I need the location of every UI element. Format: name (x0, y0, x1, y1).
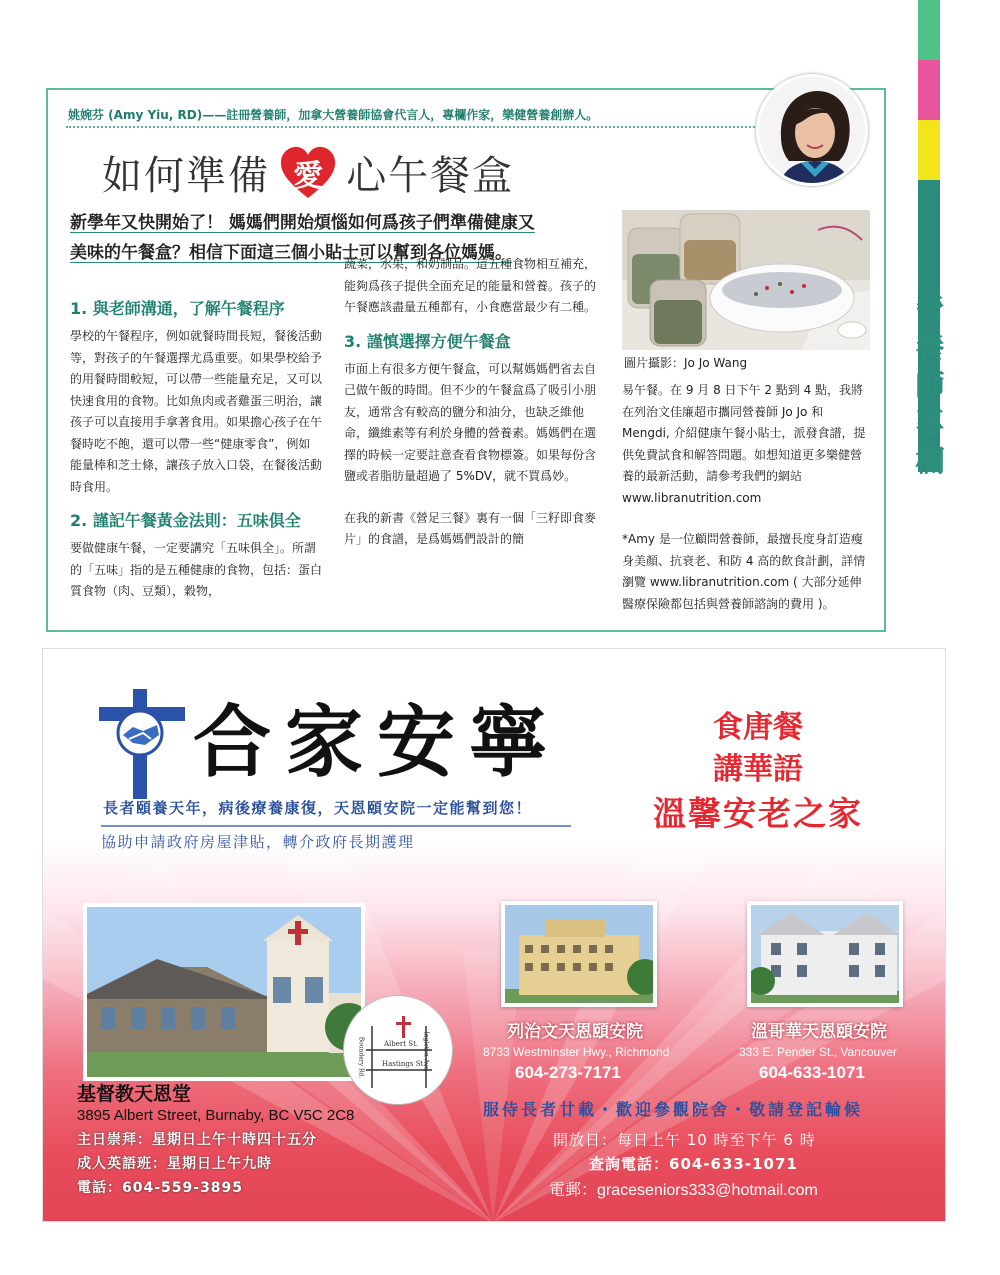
column-title-char: 營 (915, 292, 945, 326)
strip-yellow (918, 120, 940, 180)
map-label: Boundary Rd. (357, 1036, 365, 1079)
strip-pink (918, 60, 940, 120)
section-2-heading: 2. 謹記午餐黃金法則：五味俱全 (70, 511, 301, 530)
headline-line-3: 溫馨安老之家 (653, 794, 863, 833)
vancouver-home-name: 溫哥華天恩頤安院 (751, 1022, 887, 1042)
headline-line-1: 食唐餐 (713, 710, 803, 745)
column-3-paragraph-2: *Amy 是一位顧問營養師，最擅長度身訂造瘦身美顏、抗衰老、和防 4 高的飲食計劃，詳情瀏覽 www.libranutrition.com ( 大部分延伸醫療保險都包括與營養師諮詢的費用 )。 (622, 532, 866, 611)
article-title (102, 144, 514, 204)
vancouver-home-address: 333 E. Pender St., Vancouver (739, 1045, 897, 1059)
church-location-map (343, 995, 453, 1105)
vancouver-home-phone: 604-633-1071 (759, 1063, 865, 1082)
author-byline: 姚婉芬 (Amy Yiu, RD)——註冊營養師，加拿大營養師協會代言人，專欄作家，樂健營養創辦人。 (68, 108, 599, 122)
senior-home-advertisement (42, 648, 946, 1222)
tagline-secondary: 協助申請政府房屋津貼，轉介政府長期護理 (101, 833, 415, 851)
author-portrait (756, 74, 868, 186)
lead-line: 新學年又快開始了！ 媽媽們開始煩惱如何爲孩子們準備健康又 (70, 213, 535, 233)
column-title-char: 師 (915, 368, 945, 402)
column-2-bottom-text: 在我的新書《營足三餐》裏有一個「三籽即食麥片」的食譜，是爲媽媽們設計的簡 (344, 510, 597, 546)
article-column-1 (70, 290, 322, 603)
column-title (914, 290, 946, 480)
map-label: Ingleton Ave. (422, 1031, 430, 1072)
tagline-divider (101, 825, 571, 827)
column-title-char: 欄 (915, 444, 945, 478)
richmond-home-address: 8733 Westminster Hwy., Richmond (483, 1045, 670, 1059)
tagline-primary: 長者頤養天年，病後療養康復，天恩頤安院一定能幫到您！ (103, 799, 533, 817)
section-2-body: 要做健康午餐，一定要講究「五味俱全」。所謂的「五味」指的是五種健康的食物，包括：蛋白質食物（肉、豆類），穀物， (70, 541, 323, 598)
church-service-time: 主日崇拜：星期日上午十時四十五分 (77, 1132, 317, 1148)
section-3-body: 市面上有很多方便午餐盒，可以幫媽媽們省去自己做午飯的時間。但不少的午餐盒爲了吸引小朋友，通常含有較高的鹽分和油分，也缺乏維他命，纖維素等有利於身體的營養素。媽媽們在選擇的時候一定要註意查看食物標簽。如果每份含鹽或者脂肪量超過了 5%DV，就不買爲妙。 (344, 361, 597, 483)
photo-caption: 圖片攝影：Jo Jo Wang (624, 356, 748, 370)
column-title-char: 專 (915, 406, 945, 440)
page-number: 43 (920, 268, 938, 282)
cross-handshake-logo-icon (99, 689, 185, 799)
article-column-2 (344, 254, 598, 551)
column-2-top-text: 蔬菜，水果，和奶制品。這五種食物相互補充，能夠爲孩子提供全面充足的能量和營養。孩子的午餐應該盡量五種都有，小食應當最少有二種。 (344, 257, 597, 314)
cereal-photo (622, 210, 870, 350)
dotted-divider (66, 126, 786, 128)
church-address: 3895 Albert Street, Burnaby, BC V5C 2C8 (77, 1107, 355, 1124)
section-1-body: 學校的午餐程序，例如就餐時間長短，餐後活動等，對孩子的午餐選擇尤爲重要。如果學校給予的用餐時間較短，可以帶一些能量充足，又可以快速食用的食物。比如魚肉或者雞蛋三明治，讓孩子可以直接用手拿著食用。如果擔心孩子在午餐時吃不飽，還可以帶一些“健康零食”，例如能量棒和芝士條，讓孩子放入口袋，在餐後活動時食用。 (70, 329, 323, 494)
opening-hours: 開放日：每日上午 10 時至下午 6 時 (553, 1131, 816, 1149)
contact-email: 電郵：graceseniors333@hotmail.com (549, 1182, 818, 1199)
inquiry-phone: 查詢電話：604-633-1071 (589, 1155, 798, 1173)
church-english-class: 成人英語班：星期日上午九時 (77, 1156, 272, 1172)
vancouver-home-photo (747, 901, 903, 1007)
title-heart-char: 愛 (293, 158, 324, 194)
church-name: 基督教天恩堂 (77, 1083, 192, 1105)
headline-block (643, 707, 873, 837)
title-part-before: 如何準備 (102, 153, 270, 199)
article-column-3 (622, 380, 870, 615)
richmond-home-name: 列治文天恩頤安院 (507, 1022, 643, 1042)
section-3-heading: 3. 謹慎選擇方便午餐盒 (344, 331, 511, 351)
richmond-home-phone: 604-273-7171 (515, 1063, 621, 1082)
brand-name: 合家安寧 (193, 697, 562, 788)
service-slogan: 服侍長者廿載・歡迎參觀院舍・敬請登記輪候 (483, 1100, 864, 1119)
heart-icon (279, 145, 337, 201)
map-label: Hastings St. (382, 1060, 426, 1068)
map-label: Albert St. (384, 1040, 419, 1048)
section-1-heading: 1. 與老師溝通，了解午餐程序 (70, 299, 285, 318)
article-box (46, 88, 886, 632)
church-phone: 電話：604-559-3895 (77, 1180, 244, 1196)
column-title-char: 養 (915, 330, 945, 364)
church-photo (83, 903, 365, 1081)
headline-line-2: 講華語 (713, 752, 803, 787)
lead-line: 美味的午餐盒？相信下面這三個小貼士可以幫到各位媽媽。 (70, 243, 512, 263)
column-3-paragraph-1: 易午餐。在 9 月 8 日下午 2 點到 4 點，我將在列治文佳廉超市攜同營養師 Jo Jo 和 Mengdi, 介紹健康午餐小貼士，派發食譜，提供免費試食和解答問題。如想知道更多樂健營養的最新活動，請參考我們的網站 www.libranutrition.com (622, 383, 866, 505)
strip-green (918, 0, 940, 60)
title-part-after: 心午餐盒 (346, 153, 515, 199)
richmond-home-photo (501, 901, 657, 1007)
